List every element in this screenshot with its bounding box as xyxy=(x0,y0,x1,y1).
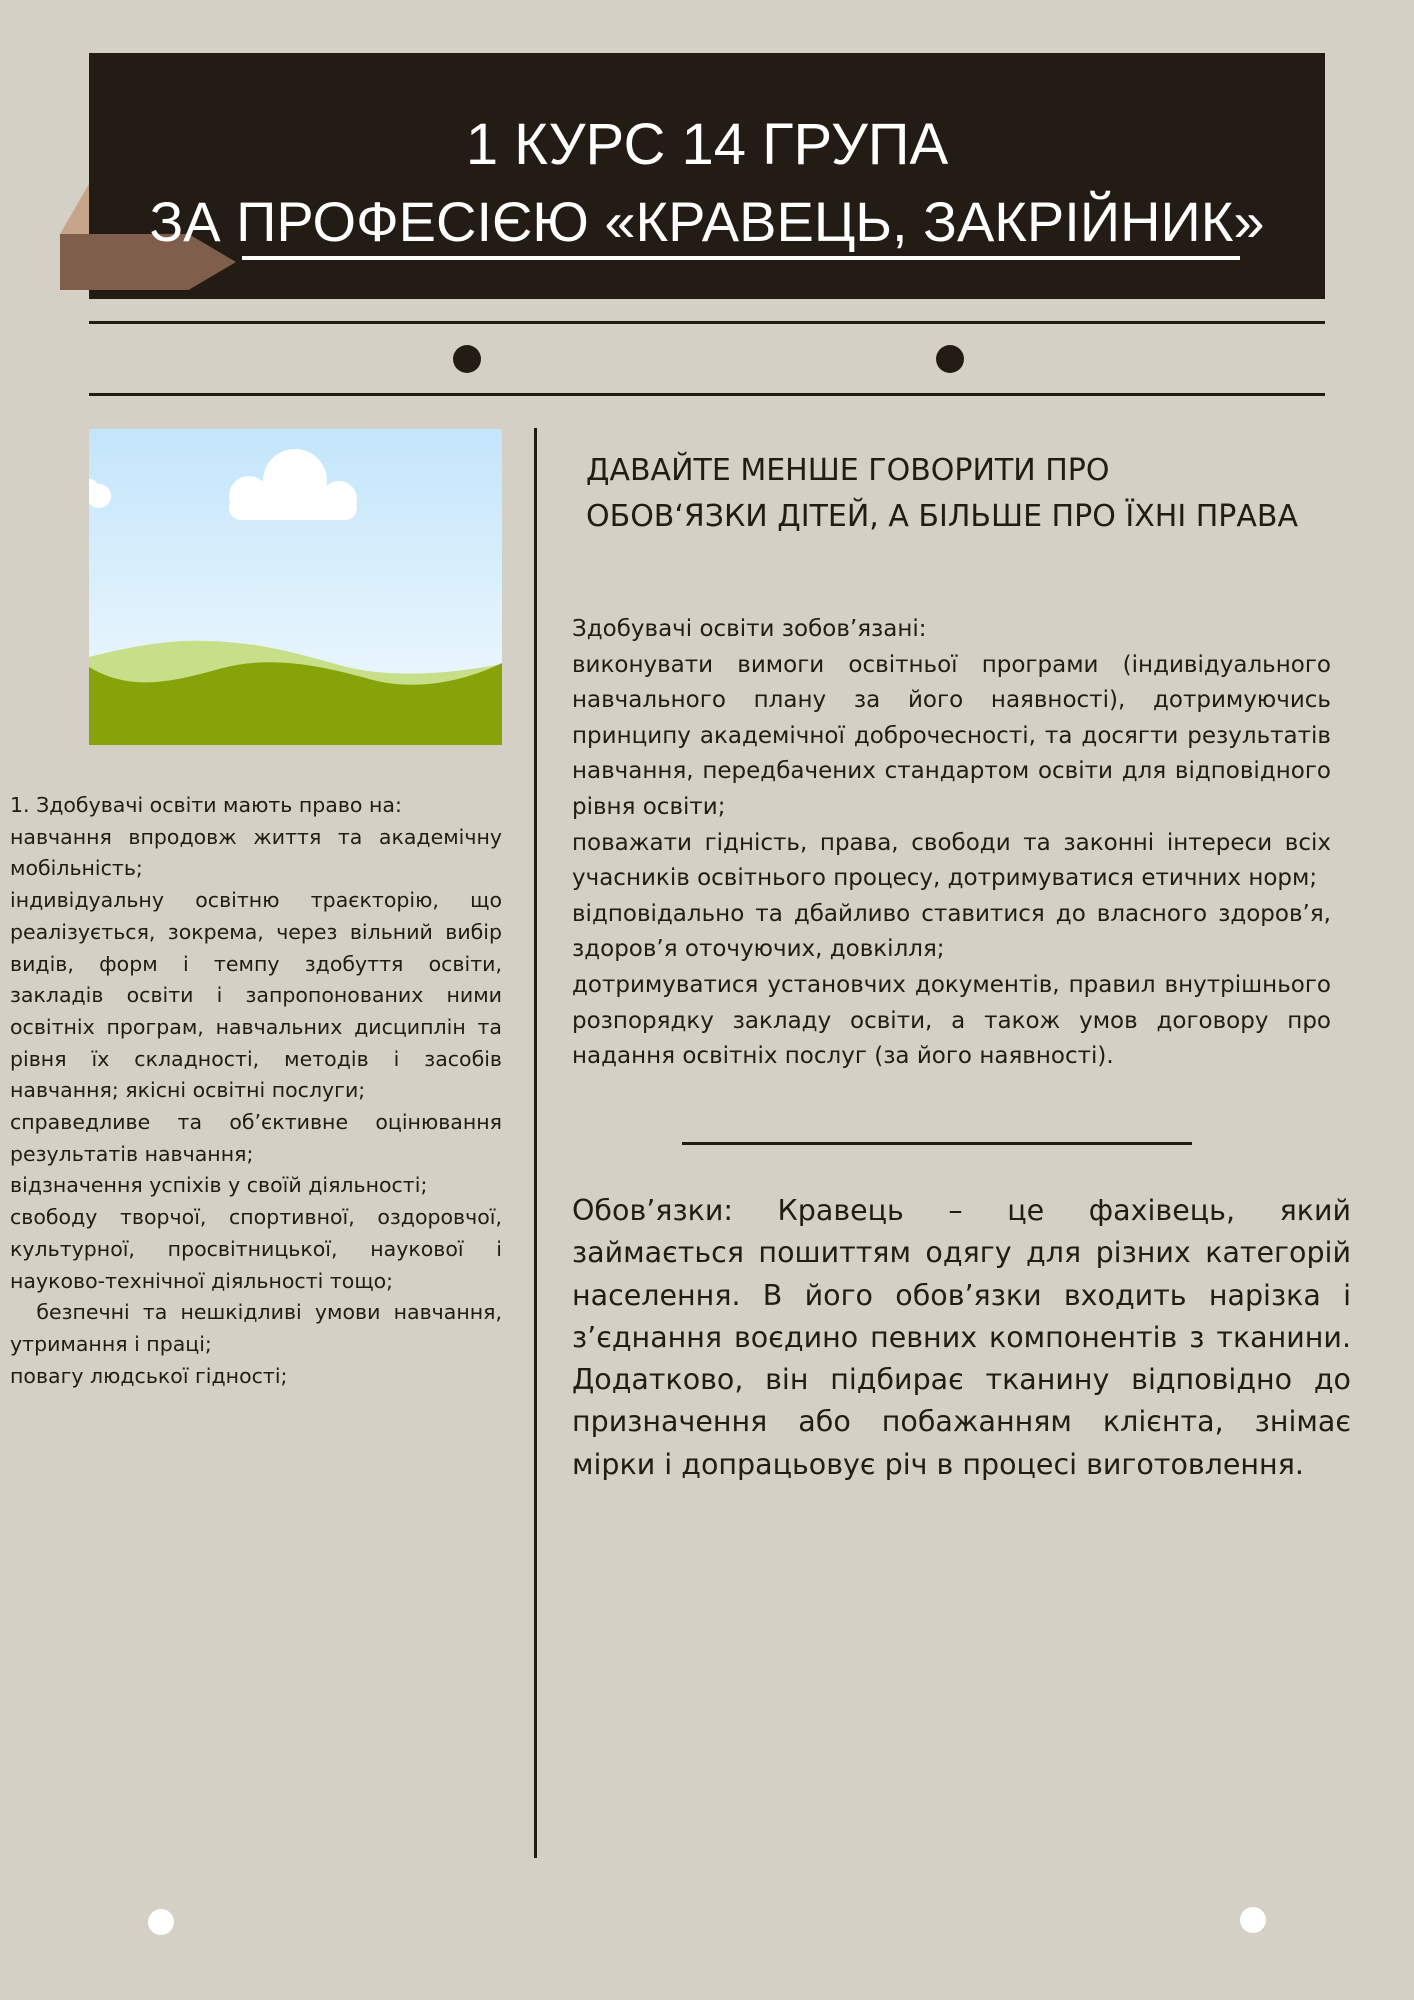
rights-section xyxy=(10,790,509,1392)
rights-title: 1. Здобувачі освіти мають право на: xyxy=(10,793,402,817)
ribbon-fold xyxy=(60,184,89,234)
rights-item: індивідуальну освітню траєкторію, що реалізується, зокрема, через вільний вибір видів, форм і темпу здобуття освіти, закладів освіти і запропонованих ними освітніх програм, навчальних дисциплін та рівня їх складності, методів і засобів навчання; якісні освітні послуги; xyxy=(10,888,502,1103)
page-title-line2: ЗА ПРОФЕСІЄЮ «КРАВЕЦЬ, ЗАКРІЙНИК» xyxy=(149,190,1265,253)
divider-dot-right xyxy=(936,345,964,373)
corner-dot-right xyxy=(1240,1907,1266,1933)
obligations-item: виконувати вимоги освітньої програми (індивідуального навчального плану за його наявності), дотримуючись принципу академічної доброчесності, та досягти результатів навчання, передбачених стандартом освіти для відповідного рівня освіти; xyxy=(572,651,1331,820)
bottom-rule xyxy=(89,393,1325,396)
obligations-item: дотримуватися установчих документів, правил внутрішнього розпорядку закладу освіти, а також умов договору про надання освітніх послуг (за його наявності). xyxy=(572,971,1331,1070)
rights-item: справедливе та об’єктивне оцінювання результатів навчання; xyxy=(10,1110,502,1166)
obligations-item: відповідально та дбайливо ставитися до власного здоров’я, здоров’я оточуючих, довкілля; xyxy=(572,900,1331,963)
rights-item: відзначення успіхів у своїй діяльності; xyxy=(10,1173,428,1198)
rights-item: безпечні та нешкідливі умови навчання, утримання і праці; xyxy=(10,1300,509,1356)
obligations-item: поважати гідність, права, свободи та законні інтереси всіх учасників освітнього процесу, дотримуватися етичних норм; xyxy=(572,829,1331,892)
section-heading xyxy=(586,448,1326,540)
duties-section xyxy=(572,1190,1351,1486)
obligations-title: Здобувачі освіти зобов’язані: xyxy=(572,616,927,642)
rights-item: свободу творчої, спортивної, оздоровчої, культурної, просвітницької, наукової і науково-технічної діяльності тощо; xyxy=(10,1205,502,1293)
obligations-section xyxy=(572,612,1331,1075)
divider-dot-left xyxy=(453,345,481,373)
rights-item: навчання впродовж життя та академічну мобільність; xyxy=(10,824,502,881)
top-rule xyxy=(89,321,1325,324)
corner-dot-left xyxy=(148,1909,174,1935)
section-heading-line1: ДАВАЙТЕ МЕНШЕ ГОВОРИТИ ПРО xyxy=(586,453,1110,488)
column-divider xyxy=(534,428,537,1858)
section-divider xyxy=(682,1142,1192,1145)
duties-text: Обов’язки: Кравець – це фахівець, який займається пошиттям одягу для різних категорій населення. В його обов’язки входить нарізка і з’єднання воєдино певних компонентів з тканини. Додатково, він підбирає тканину відповідно до призначення або побажанням клієнта, знімає мірки і допрацьовує річ в процесі виготовлення. xyxy=(572,1194,1351,1481)
rights-item: повагу людської гідності; xyxy=(10,1363,288,1388)
section-heading-line2: ОБОВ‘ЯЗКИ ДІТЕЙ, А БІЛЬШЕ ПРО ЇХНІ ПРАВА xyxy=(586,499,1298,534)
page-title-line1: 1 КУРС 14 ГРУПА xyxy=(465,112,949,177)
title-underline xyxy=(242,256,1240,260)
landscape-placeholder-icon xyxy=(89,429,502,745)
